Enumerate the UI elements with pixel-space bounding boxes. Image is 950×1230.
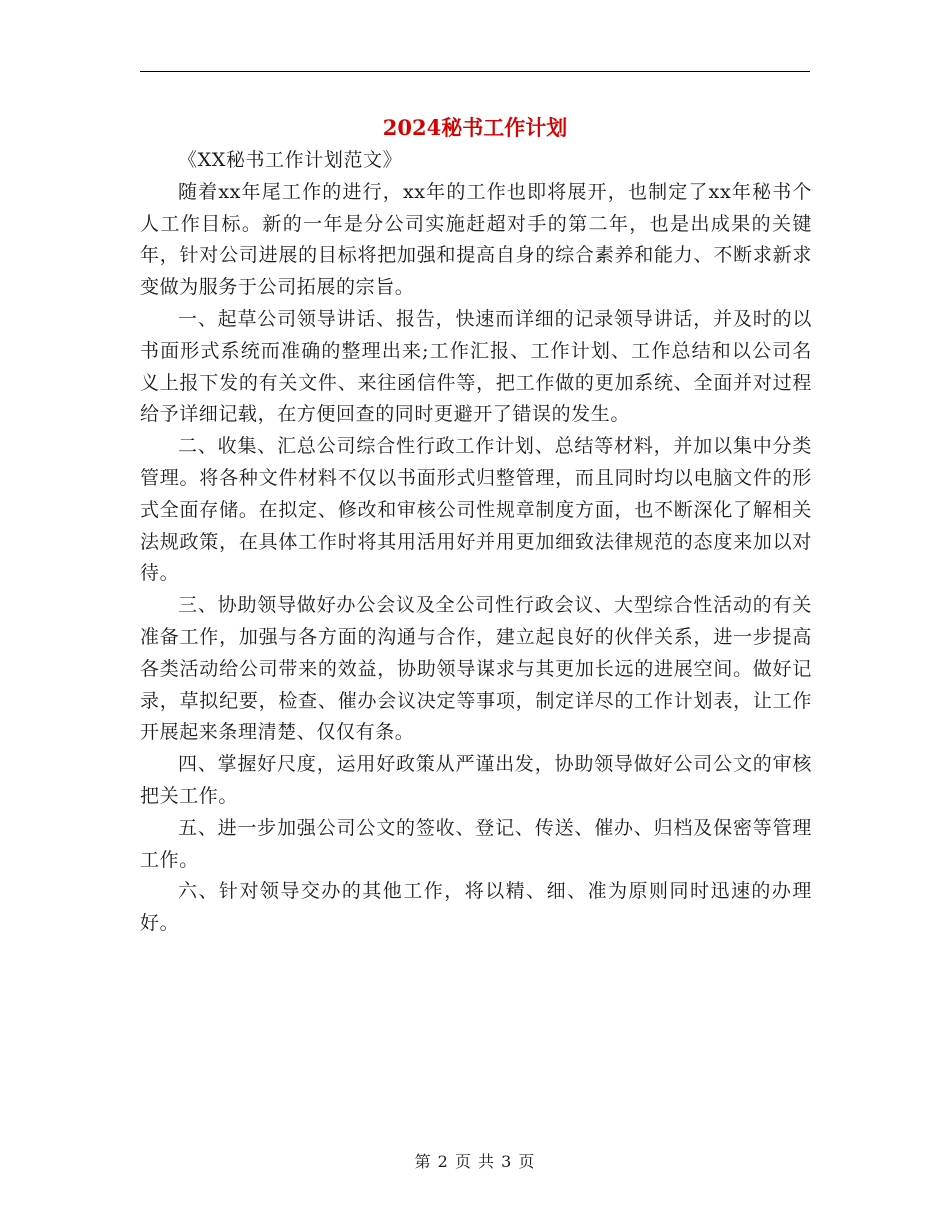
paragraph-item-4: 四、掌握好尺度，运用好政策从严谨出发，协助领导做好公司公文的审核把关工作。: [140, 753, 812, 807]
document-title: 2024秘书工作计划: [382, 115, 568, 140]
paragraph-subtitle: 《XX秘书工作计划范文》: [178, 149, 403, 171]
paragraph-item-3: 三、协助领导做好办公会议及全公司性行政会议、大型综合性活动的有关准备工作，加强与各方面的沟通与合作，建立起良好的伙伴关系，进一步提高各类活动给公司带来的效益，协助领导谋求与其更加长远的进展空间。做好记录，草拟纪要，检查、催办会议决定等事项，制定详尽的工作计划表，让工作开展起来条理清楚、仅仅有条。: [140, 594, 812, 744]
page-number-footer: 第 2 页 共 3 页: [414, 1152, 536, 1171]
paragraph-intro: 随着xx年尾工作的进行，xx年的工作也即将展开，也制定了xx年秘书个人工作目标。新的一年是分公司实施赶超对手的第二年，也是出成果的关键年，针对公司进展的目标将把加强和提高自身的综合素养和能力、不断求新求变做为服务于公司拓展的宗旨。: [140, 180, 812, 299]
paragraph-item-6: 六、针对领导交办的其他工作，将以精、细、准为原则同时迅速的办理好。: [140, 880, 812, 935]
header-rule: [140, 71, 810, 72]
paragraph-item-5: 五、进一步加强公司公文的签收、登记、传送、催办、归档及保密等管理工作。: [140, 816, 812, 871]
paragraph-item-1: 一、起草公司领导讲话、报告，快速而详细的记录领导讲话，并及时的以书面形式系统而准确的整理出来;工作汇报、工作计划、工作总结和以公司名义上报下发的有关文件、来往函信件等，把工作做的更加系统、全面并对过程给予详细记载，在方便回查的同时更避开了错误的发生。: [140, 307, 812, 426]
paragraph-item-2: 二、收集、汇总公司综合性行政工作计划、总结等材料，并加以集中分类管理。将各种文件材料不仅以书面形式归整管理，而且同时均以电脑文件的形式全面存储。在拟定、修改和审核公司性规章制度方面，也不断深化了解相关法规政策，在具体工作时将其用活用好并用更加细致法律规范的态度来加以对待。: [140, 435, 812, 585]
document-body: [140, 145, 812, 940]
